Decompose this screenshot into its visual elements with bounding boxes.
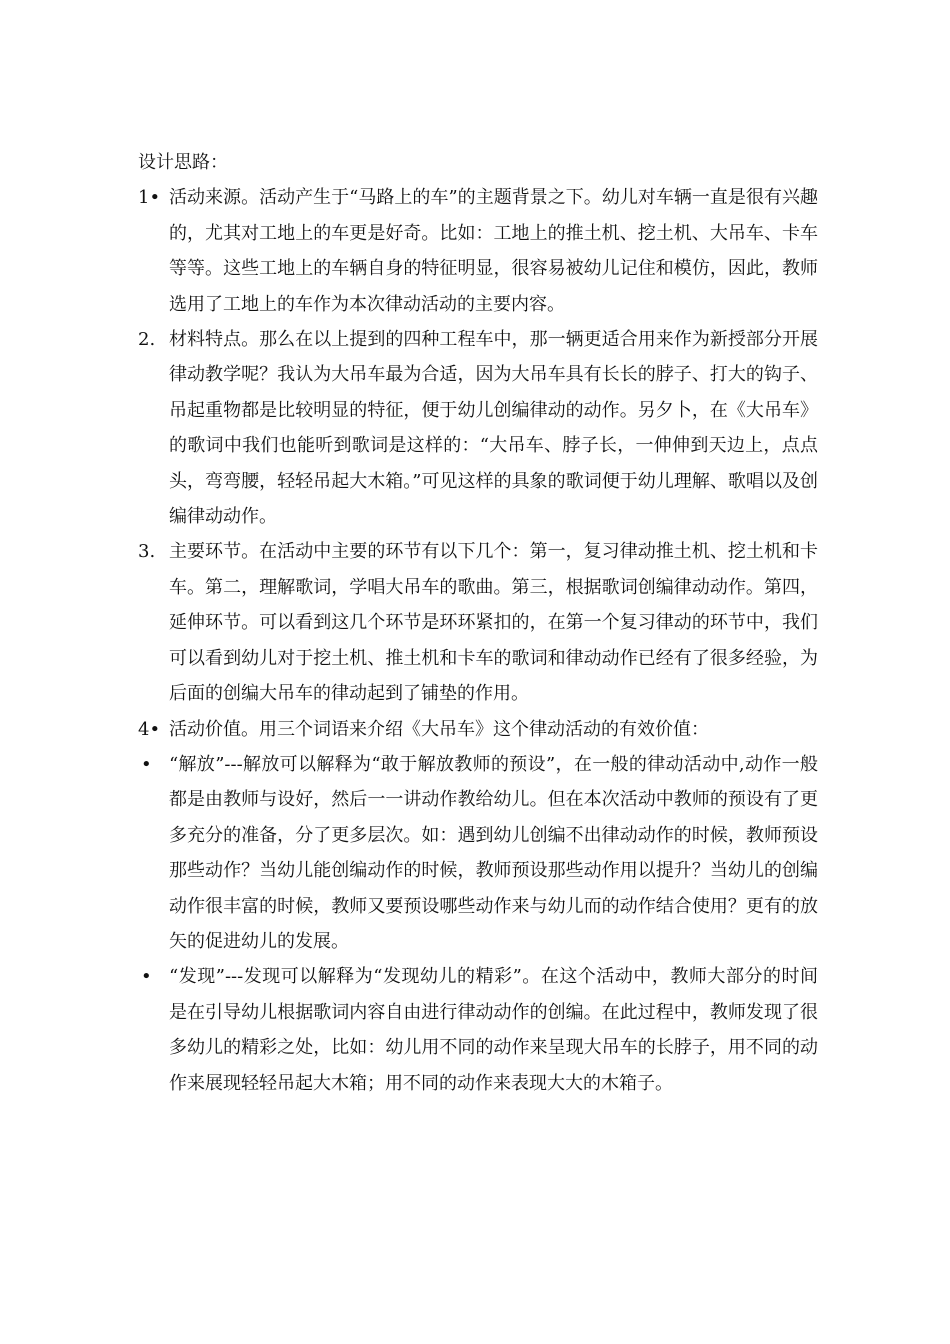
bullet-item-text: “发现”---发现可以解释为“发现幼儿的精彩”。在这个活动中，教师大部分的时间是在引导幼儿根据歌词内容自由进行律动动作的创编。在此过程中，教师发现了很多幼儿的精彩之处，比如：幼儿用不同的动作来呈现大吊车的长脖子，用不同的动作来展现轻轻吊起大木箱；用不同的动作来表现大大的木箱子。 (169, 966, 818, 1094)
bullet-icon: • (141, 753, 152, 775)
list-marker: 4• (138, 718, 161, 740)
bullet-item-text: “解放”---解放可以解释为“敢于解放教师的预设”，在一般的律动活动中,动作一般都是由教师与设好，然后一一讲动作教给幼儿。但在本次活动中教师的预设有了更多充分的准备，分了更多层次。如：遇到幼儿创编不出律动动作的时候，教师预设那些动作？当幼儿能创编动作的时候，教师预设那些动作用以提升？当幼儿的创编动作很丰富的时候，教师又要预设哪些动作来与幼儿而的动作结合使用？更有的放矢的促进幼儿的发展。 (169, 753, 818, 952)
list-item-text: 活动价值。用三个词语来介绍《大吊车》这个律动活动的有效价值： (169, 718, 709, 740)
list-item-text: 主要环节。在活动中主要的环节有以下几个：第一，复习律动推土机、挖土机和卡车。第二，理解歌词，学唱大吊车的歌曲。第三，根据歌词创编律动动作。第四，延伸环节。可以看到这几个环节是环环紧扣的，在第一个复习律动的环节中，我们可以看到幼儿对于挖土机、推土机和卡车的歌词和律动动作已经有了很多经验，为后面的创编大吊车的律动起到了铺垫的作用。 (169, 541, 818, 705)
list-marker: 2. (138, 329, 156, 351)
bullet-item-discovery (138, 959, 818, 1101)
list-marker: 1• (138, 187, 161, 209)
list-item-main-stages (138, 534, 818, 711)
list-item-text: 材料特点。那么在以上提到的四种工程车中，那一辆更适合用来作为新授部分开展律动教学呢？我认为大吊车最为合适，因为大吊车具有长长的脖子、打大的钩子、吊起重物都是比较明显的特征，便于幼儿创编律动的动作。另夕卜，在《大吊车》的歌词中我们也能听到歌词是这样的：“大吊车、脖子长，一伸伸到天边上，点点头，弯弯腰，轻轻吊起大木箱。”可见这样的具象的歌词便于幼儿理解、歌唱以及创编律动动作。 (169, 329, 818, 528)
document-body (138, 145, 818, 1101)
section-heading: 设计思路： (138, 152, 228, 173)
list-item-activity-source (138, 180, 818, 322)
list-marker: 3. (138, 541, 156, 563)
bullet-icon: • (141, 966, 152, 988)
list-item-material-features (138, 322, 818, 534)
list-item-activity-value (138, 712, 818, 747)
bullet-item-liberation (138, 747, 818, 959)
list-item-text: 活动来源。活动产生于“马路上的车”的主题背景之下。幼儿对车辆一直是很有兴趣的，尤其对工地上的车更是好奇。比如：工地上的推土机、挖土机、大吊车、卡车等等。这些工地上的车辆自身的特征明显，很容易被幼儿记住和模仿，因此，教师选用了工地上的车作为本次律动活动的主要内容。 (169, 187, 818, 315)
